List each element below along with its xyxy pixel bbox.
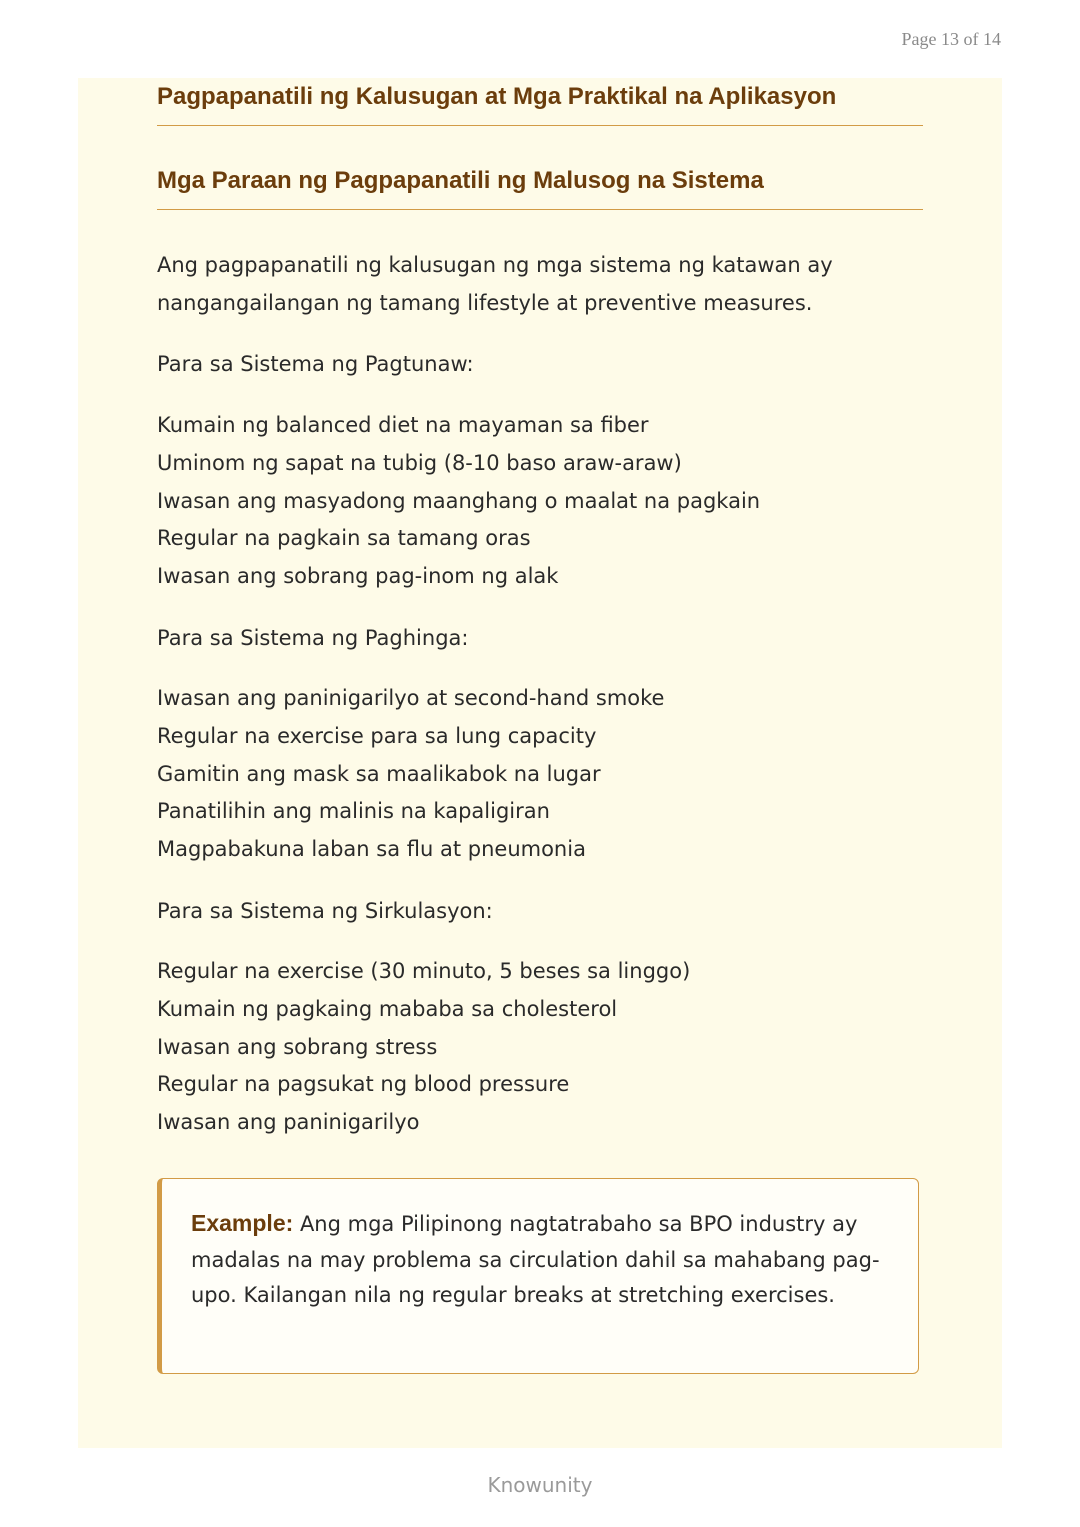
list-item: Iwasan ang sobrang stress — [157, 1034, 438, 1059]
list-item: Kumain ng balanced diet na mayaman sa fiber — [157, 413, 649, 437]
list-item: Regular na pagsukat ng blood pressure — [157, 1072, 570, 1097]
list-item: Magpabakuna laban sa flu at pneumonia — [157, 837, 586, 862]
list-item: Regular na pagkain sa tamang oras — [157, 526, 531, 551]
subheading-divider — [157, 209, 923, 210]
section-list-paghinga — [157, 680, 664, 869]
list-item: Iwasan ang masyadong maanghang o maalat na pagkain — [157, 488, 761, 513]
heading-divider — [157, 125, 923, 126]
main-heading: Pagpapanatili ng Kalusugan at Mga Praktikal na Aplikasyon — [157, 83, 837, 110]
example-callout — [157, 1178, 919, 1374]
list-item: Gamitin ang mask sa maalikabok na lugar — [157, 761, 601, 786]
page-number: Page 13 of 14 — [901, 29, 1001, 49]
list-item: Regular na exercise (30 minuto, 5 beses sa linggo) — [157, 959, 691, 983]
list-item: Uminom ng sapat na tubig (8-10 baso araw-araw) — [157, 450, 682, 475]
section-list-pagtunaw — [157, 407, 760, 596]
list-item: Panatilihin ang malinis na kapaligiran — [157, 799, 550, 824]
list-item: Iwasan ang paninigarilyo — [157, 1110, 420, 1135]
example-body: Ang mga Pilipinong nagtatrabaho sa BPO industry ay madalas na may problema sa circulation dahil sa mahabang pag-upo. Kailangan nila ng regular breaks at stretching exercises. — [191, 1212, 880, 1307]
section-list-sirkulasyon — [157, 953, 690, 1142]
list-item: Regular na exercise para sa lung capacity — [157, 723, 597, 748]
subheading: Mga Paraan ng Pagpapanatili ng Malusog na Sistema — [157, 167, 764, 194]
section-title-sirkulasyon: Para sa Sistema ng Sirkulasyon: — [157, 899, 493, 923]
section-title-paghinga: Para sa Sistema ng Paghinga: — [157, 626, 469, 650]
footer-brand: Knowunity — [487, 1473, 593, 1497]
list-item: Kumain ng pagkaing mababa sa cholesterol — [157, 996, 618, 1021]
example-label: Example: — [191, 1210, 294, 1236]
list-item: Iwasan ang sobrang pag-inom ng alak — [157, 564, 559, 589]
example-text — [191, 1206, 903, 1314]
content-card — [78, 78, 1002, 1448]
intro-paragraph: Ang pagpapanatili ng kalusugan ng mga sistema ng katawan ay nangangailangan ng tamang lifestyle at preventive measures. — [157, 253, 833, 315]
section-title-pagtunaw: Para sa Sistema ng Pagtunaw: — [157, 352, 474, 376]
list-item: Iwasan ang paninigarilyo at second-hand smoke — [157, 686, 665, 710]
